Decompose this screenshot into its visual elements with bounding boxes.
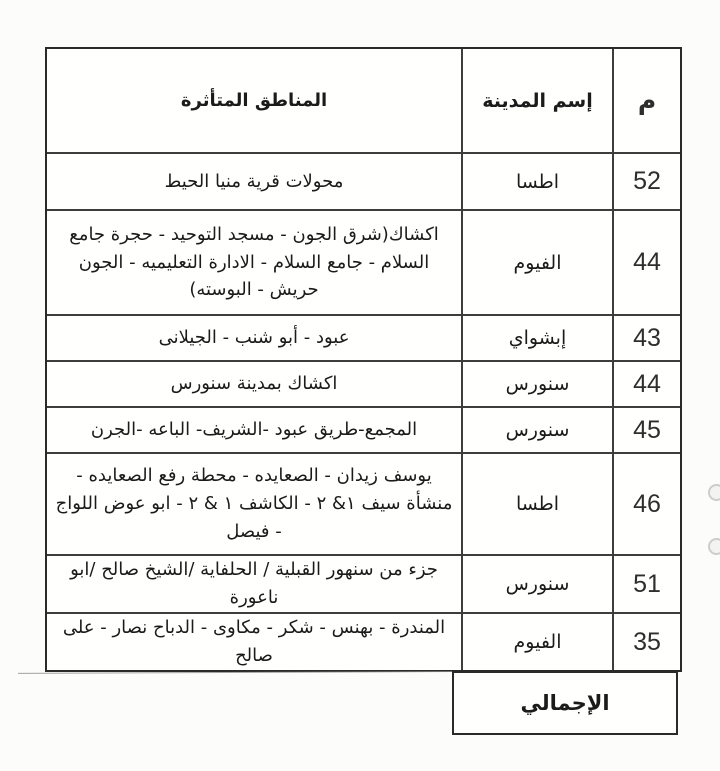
table-row-areas (47, 209, 461, 314)
table-row-serial (612, 152, 680, 209)
areas-value: جزء من سنهور القبلية / الحلفاية /الشيخ صالح /ابو ناعورة (70, 559, 438, 608)
total-label: الإجمالي (520, 691, 610, 715)
table-row-areas (47, 152, 461, 209)
table-row-areas (47, 452, 461, 554)
binder-hole-icon (708, 538, 720, 555)
table-row-city (461, 314, 612, 360)
table-row-serial (612, 209, 680, 314)
serial-value: 35 (633, 627, 661, 656)
table-row-city (461, 209, 612, 314)
header-serial-label: م (637, 86, 657, 115)
table-row-areas (47, 612, 461, 670)
serial-value: 52 (633, 167, 661, 195)
city-value: الفيوم (513, 251, 562, 274)
table-row-city (461, 360, 612, 406)
areas-value: المندرة - بهنس - شكر - مكاوى - الدباح نصار - على صالح (62, 617, 446, 666)
city-value: اطسا (515, 170, 560, 193)
table-row-areas (47, 314, 461, 360)
areas-value: عبود - أبو شنب - الجيلانى (158, 327, 350, 349)
binder-hole-icon (708, 484, 720, 501)
table-row-city (461, 452, 612, 554)
header-city-label: إسم المدينة (482, 89, 593, 112)
areas-value: يوسف زيدان - الصعايده - محطة رفع الصعايده - منشأة سيف ١& ٢ - الكاشف ١ & ٢ - ابو عوض اللواج - فيصل (55, 465, 453, 542)
table-row-serial (612, 452, 680, 554)
city-value: الفيوم (513, 631, 562, 653)
city-value: إبشواي (508, 327, 567, 349)
serial-value: 51 (633, 569, 661, 598)
areas-value: اكشاك بمدينة سنورس (170, 373, 338, 395)
areas-value: اكشاك(شرق الجون - مسجد التوحيد - حجرة جامع السلام - جامع السلام - الادارة التعليميه - الجون حريش - البوسته) (69, 223, 439, 301)
serial-value: 44 (633, 248, 661, 276)
table-row-city (461, 554, 612, 612)
table-row-areas (47, 406, 461, 452)
areas-value: محولات قرية منيا الحيط (164, 170, 344, 192)
serial-value: 45 (633, 415, 661, 444)
header-city-name (461, 49, 612, 152)
city-value: سنورس (505, 419, 570, 441)
table-row-serial (612, 554, 680, 612)
header-areas-label: المناطق المتأثرة (180, 89, 328, 111)
table-row-serial (612, 612, 680, 670)
city-value: سنورس (505, 573, 570, 595)
total-row (452, 671, 678, 735)
serial-value: 43 (633, 323, 661, 352)
serial-value: 46 (633, 489, 661, 518)
header-serial (612, 49, 680, 152)
city-value: سنورس (505, 373, 570, 395)
affected-areas-table (45, 47, 682, 672)
city-value: اطسا (515, 493, 560, 515)
table-row-city (461, 406, 612, 452)
table-row-serial (612, 360, 680, 406)
table-row-areas (47, 360, 461, 406)
table-row-serial (612, 406, 680, 452)
header-affected-areas (47, 49, 461, 152)
table-row-city (461, 152, 612, 209)
areas-value: المجمع-طريق عبود -الشريف- الباعه -الجرن (90, 419, 418, 441)
table-row-serial (612, 314, 680, 360)
serial-value: 44 (633, 369, 661, 398)
table-row-city (461, 612, 612, 670)
table-row-areas (47, 554, 461, 612)
